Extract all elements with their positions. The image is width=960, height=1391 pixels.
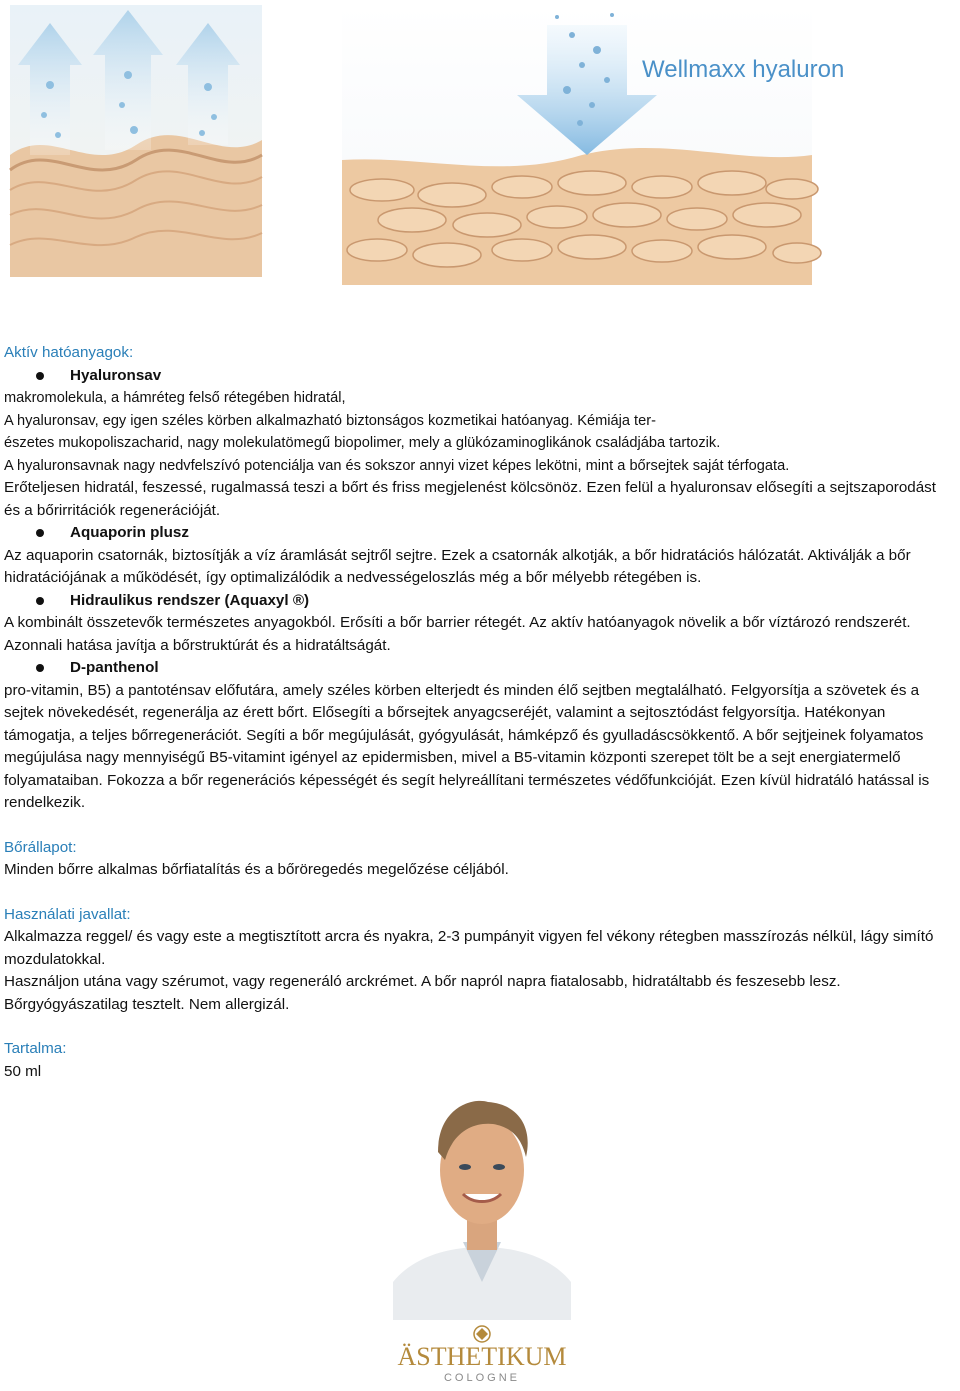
bullet-d-panthenol: D-panthenol (4, 657, 954, 680)
bullet-aquaporin: Aquaporin plusz (4, 522, 954, 545)
wellmaxx-hydration-illustration (342, 5, 845, 285)
bullet-hyaluronsav: Hyaluronsav (4, 365, 954, 388)
bullet-hidraulikus: Hidraulikus rendszer (Aquaxyl ®) (4, 590, 954, 613)
text-hyaluronsav-4: A hyaluronsavnak nagy nedvfelszívó potenciálja van és sokszor annyi vizet képes lekötni, mint a bőrsejtek saját térfogata. (4, 457, 790, 474)
product-description (4, 342, 954, 1083)
text-hyaluronsav-5: Erőteljesen hidratál, feszessé, rugalmassá teszi a bőrt és friss megjelenést kölcsönöz. Ezen felül a hyaluronsav elősegíti a sejtszaporodást és a bőrirritációk regenerációját. (4, 479, 936, 519)
text-usage-1: Alkalmazza reggel/ és vagy este a megtisztított arcra és nyakra, 2-3 pumpányit vigyen fel vékony rétegben masszírozás nélkül, lágy simító mozdulatokkal. (4, 928, 934, 968)
text-usage-2: Használjon utána vagy szérumot, vagy regeneráló arckrémet. A bőr napról napra fiatalosabb, hidratáltabb és feszesebb lesz. (4, 973, 841, 990)
text-skin-condition: Minden bőrre alkalmas bőrfiatalítás és a bőröregedés megelőzése céljából. (4, 861, 509, 878)
text-d-panthenol: pro-vitamin, B5) a pantoténsav előfutára, amely széles körben elterjedt és minden élő sejtben megtalálható. Felgyorsítja a szövetek és a sejtek növekedését, regenerálja az érett bőrt. Elősegíti a bőrsejtek anyagcseréjét, valamint a sejtosztódást felgyorsítja. Hatékonyan támogatja, a teljes bőrregenerációt. Segíti a bőr megújulását, gyógyulását, hámképző és gyulladáscsökkentő. A bőr sejtjeinek folyamatos megújulása nagy mennyiségű B5-vitamint igényel az epidermisben, mivel a B5-vitamin központi szerepet tölt be a sejt energiatermelő folyamataiban. Fokozza a bőr regenerációs képességét és segít helyreállítani természetes védőfunkcióját. Ezen kívül hidratáló hatással is rendelkezik. (4, 681, 930, 811)
heading-skin-condition: Bőrállapot: (4, 838, 77, 856)
heading-active-ingredients: Aktív hatóanyagok: (4, 344, 134, 361)
aesthetikum-city: COLOGNE (443, 1372, 521, 1384)
aesthetikum-name: ÄSTHETIKUM (397, 1342, 567, 1371)
text-usage-3: Bőrgyógyászatilag tesztelt. Nem allergizál. (4, 995, 290, 1013)
text-aquaporin: Az aquaporin csatornák, biztosítják a víz áramlását sejtről sejtre. Ezek a csatornák alkotják, a bőr hidratációs hálózatát. Aktiválják a bőr hidratációjának a működését, így optimalizálódik a nedvességeloszlás még a bőr mélyebb rétegében is. (4, 546, 911, 586)
heading-usage: Használati javallat: (4, 905, 131, 923)
doctor-portrait (393, 1082, 571, 1320)
skin-evaporation-illustration (10, 5, 262, 277)
text-content: 50 ml (4, 1062, 42, 1080)
heading-content: Tartalma: (4, 1040, 67, 1057)
text-hyaluronsav-3: észetes mukopoliszacharid, nagy molekulatömegű biopolimer, mely a glükózaminoglikánok családjába tartozik. (4, 435, 721, 451)
text-hyaluronsav-2: A hyaluronsav, egy igen széles körben alkalmazható biztonságos kozmetikai hatóanyag. Kémiája ter- (4, 412, 656, 429)
wellmaxx-logo: Wellmaxx hyaluron (642, 56, 845, 83)
text-hyaluronsav-1: makromolekula, a hámréteg felső rétegében hidratál, (4, 390, 346, 406)
text-hidraulikus: A kombinált összetevők természetes anyagokból. Erősíti a bőr barrier rétegét. Az aktív hatóanyagok növelik a bőr víztározó rendszerét. Azonnali hatása javítja a bőrstruktúrát és a hidratáltságát. (4, 614, 911, 654)
aesthetikum-logo (390, 1322, 574, 1386)
